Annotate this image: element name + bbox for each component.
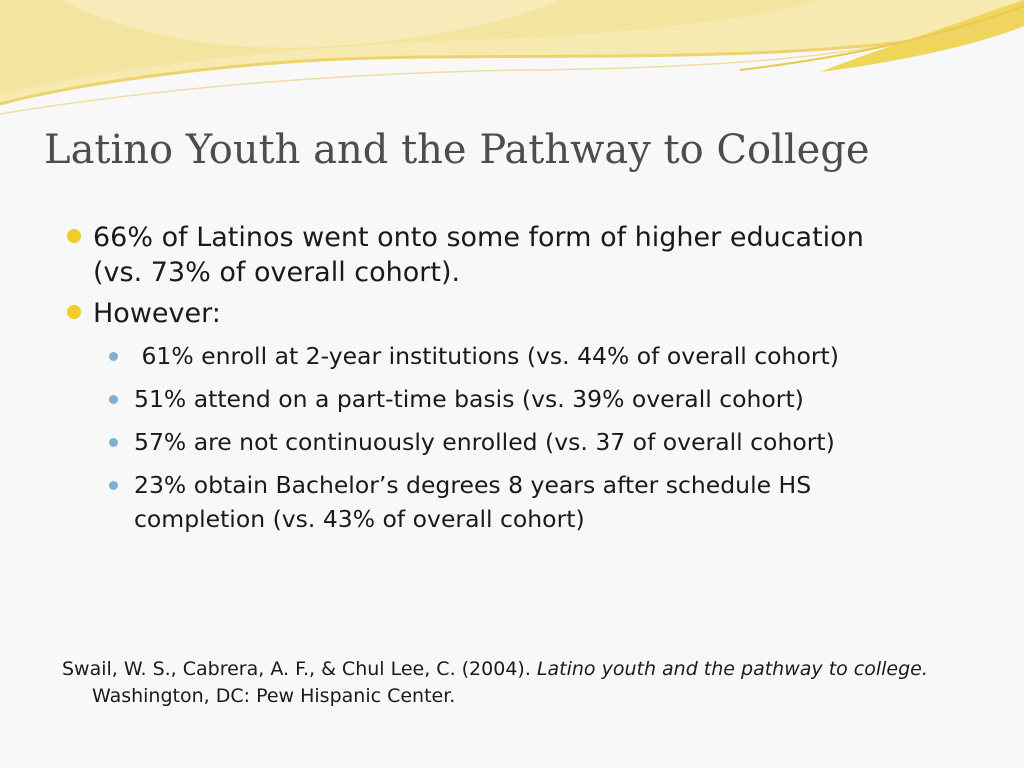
bullet-item bbox=[93, 296, 913, 536]
bullet-item bbox=[93, 220, 913, 290]
sub-bullet-text: 57% are not continuously enrolled (vs. 37 of overall cohort) bbox=[134, 428, 835, 456]
bullet-dot-icon bbox=[67, 305, 81, 319]
bullet-text: 66% of Latinos went onto some form of higher education (vs. 73% of overall cohort). bbox=[93, 222, 864, 288]
citation-authors: Swail, W. S., Cabrera, A. F., & Chul Lee, C. (2004). bbox=[62, 658, 537, 680]
sub-bullet-text: 23% obtain Bachelor’s degrees 8 years after schedule HS completion (vs. 43% of overall cohort) bbox=[134, 471, 812, 533]
sub-bullet-dot-icon bbox=[109, 352, 118, 361]
citation-work-title: Latino youth and the pathway to college. bbox=[536, 658, 928, 680]
sub-bullet-text: 61% enroll at 2-year institutions (vs. 44% of overall cohort) bbox=[134, 342, 839, 370]
sub-bullet-list bbox=[93, 339, 913, 536]
slide-title: Latino Youth and the Pathway to College bbox=[44, 127, 870, 173]
sub-bullet-item bbox=[134, 339, 944, 373]
sub-bullet-dot-icon bbox=[109, 481, 118, 490]
decorative-wave-header bbox=[0, 0, 1024, 130]
bullet-list bbox=[0, 220, 1024, 545]
citation bbox=[62, 656, 1002, 710]
bullet-dot-icon bbox=[67, 229, 81, 243]
citation-publisher: Washington, DC: Pew Hispanic Center. bbox=[92, 658, 934, 707]
sub-bullet-dot-icon bbox=[109, 438, 118, 447]
sub-bullet-item bbox=[134, 468, 944, 536]
bullet-text: However: bbox=[93, 298, 221, 329]
sub-bullet-item bbox=[134, 425, 944, 459]
sub-bullet-dot-icon bbox=[109, 395, 118, 404]
sub-bullet-item bbox=[134, 382, 944, 416]
sub-bullet-text: 51% attend on a part-time basis (vs. 39% overall cohort) bbox=[134, 385, 804, 413]
